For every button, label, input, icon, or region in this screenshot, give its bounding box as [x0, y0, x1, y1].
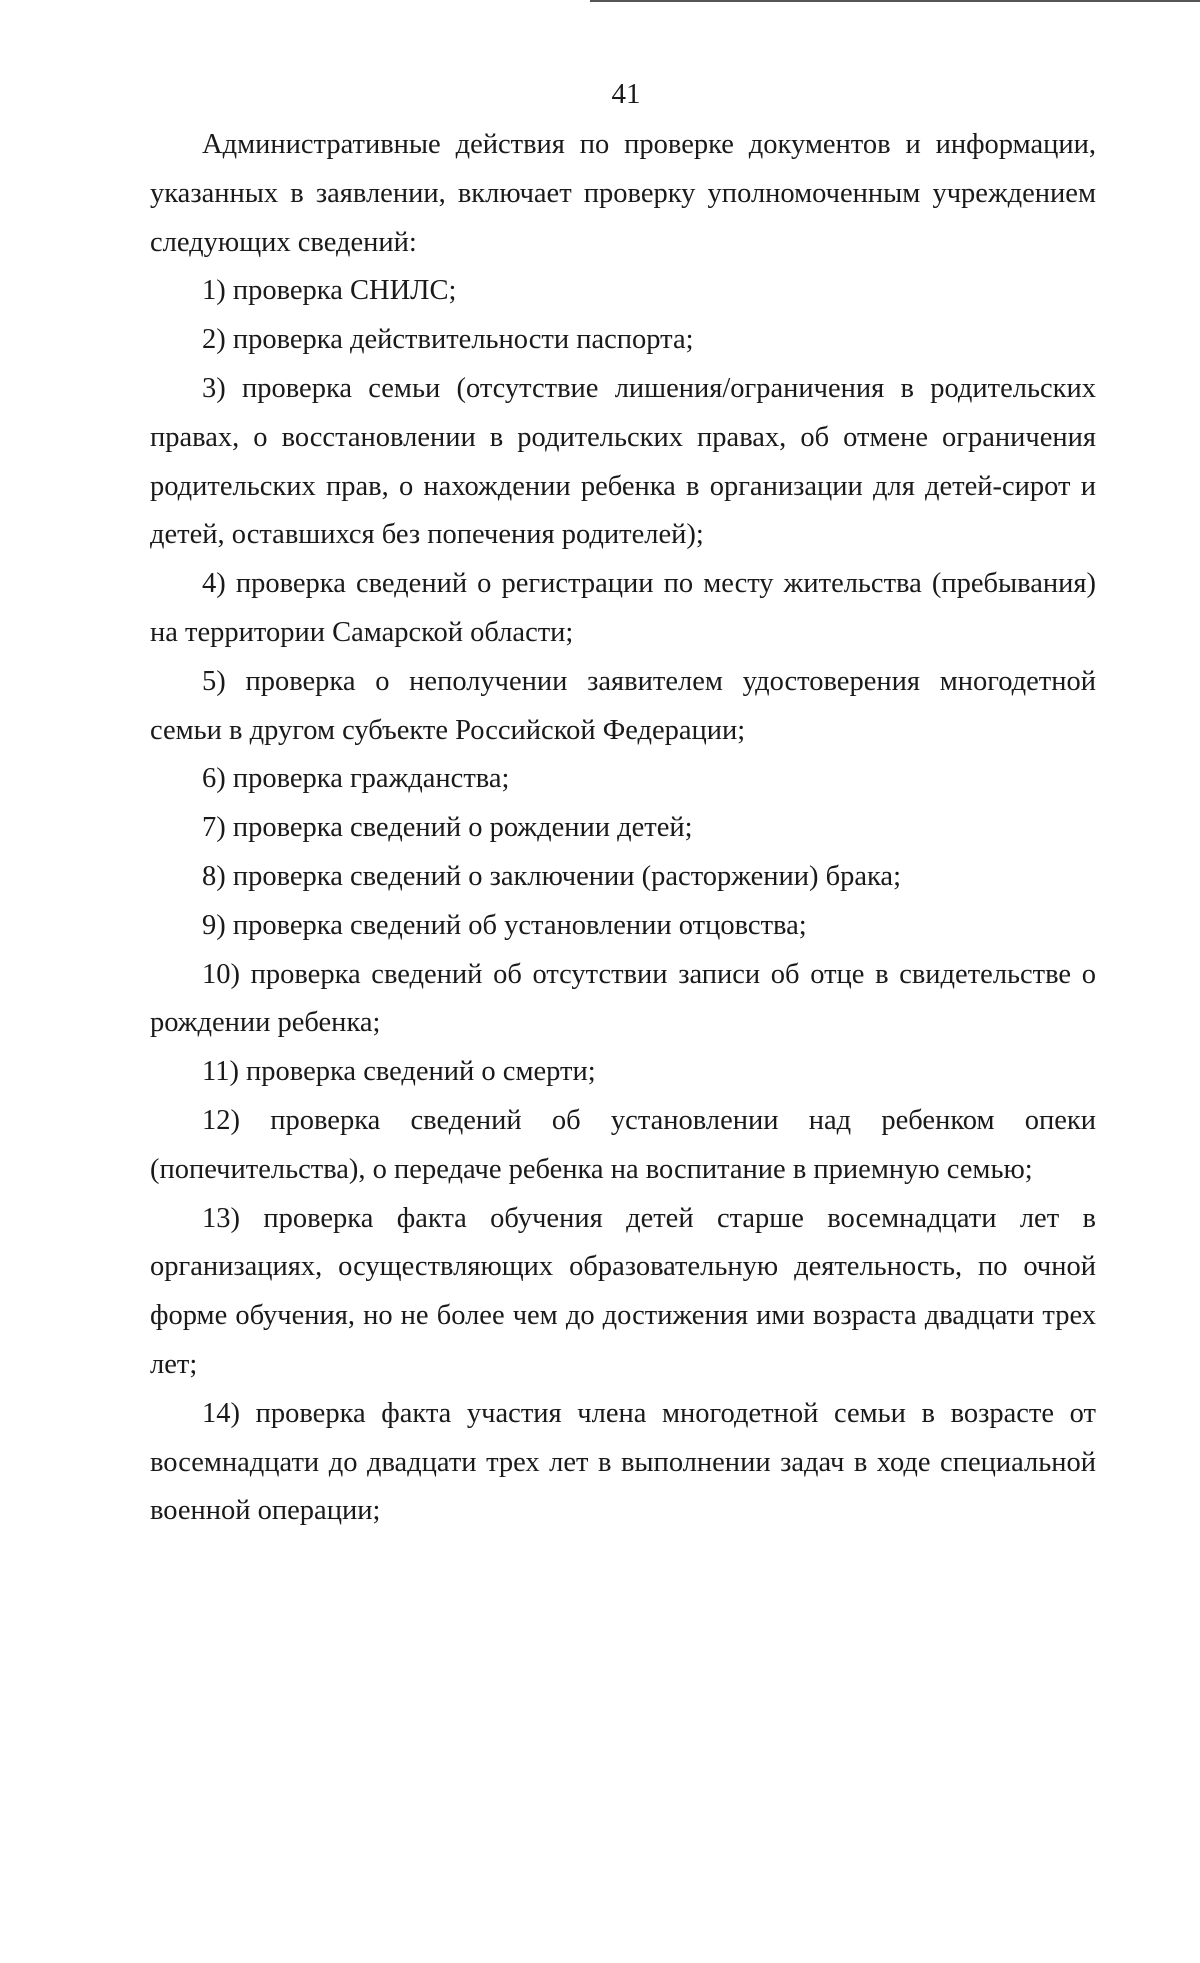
list-item-13: 13) проверка факта обучения детей старше восемнадцати лет в организациях, осуществляющих образовательную деятельность, по очной форме обучения, но не более чем до достижения ими возраста двадцати трех лет; [150, 1202, 1096, 1380]
list-item-11: 11) проверка сведений о смерти; [202, 1056, 596, 1088]
scan-top-edge-line [590, 0, 1200, 2]
page-number: 41 [611, 78, 641, 110]
list-item-4: 4) проверка сведений о регистрации по месту жительства (пребывания) на территории Самарской области; [150, 568, 1096, 648]
list-item-5: 5) проверка о неполучении заявителем удостоверения многодетной семьи в другом субъекте Российской Федерации; [150, 665, 1096, 746]
list-item-9: 9) проверка сведений об установлении отцовства; [202, 909, 807, 941]
list-item-7: 7) проверка сведений о рождении детей; [202, 812, 693, 844]
list-item-10: 10) проверка сведений об отсутствии записи об отце в свидетельстве о рождении ребенка; [150, 958, 1096, 1039]
list-item-12: 12) проверка сведений об установлении над ребенком опеки (попечительства), о передаче ребенка на воспитание в приемную семью; [150, 1104, 1096, 1185]
document-body [150, 121, 1096, 1536]
list-item-1: 1) проверка СНИЛС; [202, 275, 457, 307]
list-item-6: 6) проверка гражданства; [202, 763, 510, 795]
intro-paragraph: Административные действия по проверке документов и информации, указанных в заявлении, включает проверку уполномоченным учреждением следующих сведений: [150, 129, 1096, 258]
list-item-14: 14) проверка факта участия члена многодетной семьи в возрасте от восемнадцати до двадцати трех лет в выполнении задач в ходе специальной военной операции; [150, 1397, 1096, 1527]
list-item-3: 3) проверка семьи (отсутствие лишения/ограничения в родительских правах, о восстановлении в родительских правах, об отмене ограничения родительских прав, о нахождении ребенка в организации для детей-сирот и детей, оставшихся без попечения родителей); [150, 372, 1096, 551]
list-item-2: 2) проверка действительности паспорта; [202, 324, 694, 356]
list-item-8: 8) проверка сведений о заключении (расторжении) брака; [202, 860, 902, 892]
